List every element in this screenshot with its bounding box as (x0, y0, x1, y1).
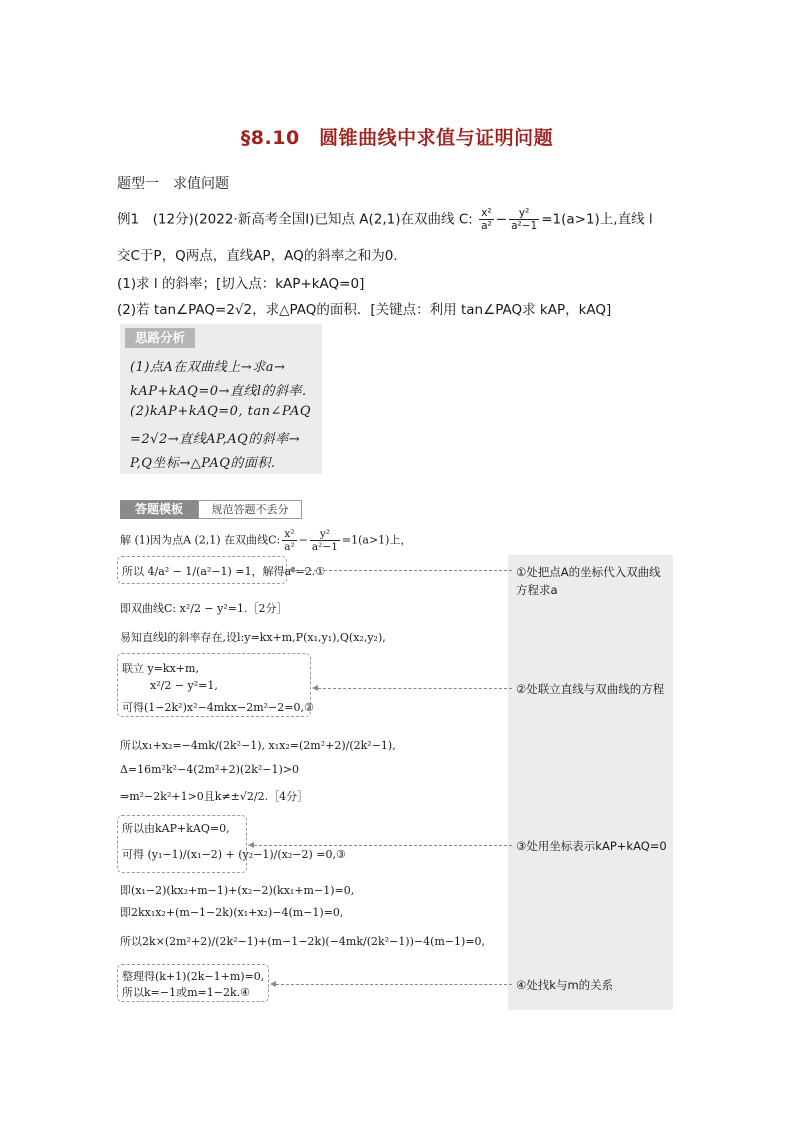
page-title: §8.10 圆锥曲线中求值与证明问题 (240, 127, 554, 149)
analysis-line: =2√2→直线AP,AQ的斜率→ (130, 432, 301, 447)
analysis-line: P,Q坐标→△PAQ的面积. (130, 456, 276, 471)
step-8-line-a: 所以由kAP+kAQ=0, (122, 822, 230, 835)
step-12-line-a: 整理得(k+1)(2k−1+m)=0, (122, 970, 265, 983)
step-8-line-b: 可得 (y₁−1)/(x₁−2) + (y₂−1)/(x₂−2) =0,③ (122, 848, 346, 861)
step-6-text: Δ=16m²k²−4(2m²+2)(2k²−1)>0 (120, 763, 300, 776)
step-2-text: 即双曲线C: x²/2 − y²=1.［2分］ (120, 602, 288, 615)
fraction-y2-a2m1: $\frac{\text{y²}}{\text{a²−1}}$ (311, 528, 338, 553)
example-suffix: =1(a>1)上,直线 l (541, 211, 653, 228)
step-7-text: ⇒m²−2k²+1>0且k≠±√2/2.［4分］ (120, 790, 309, 803)
question-1: (1)求 l 的斜率；[切入点：kAP+kAQ=0] (117, 276, 365, 292)
step-3-text: 易知直线l的斜率存在,设l:y=kx+m,P(x₁,y₁),Q(x₂,y₂), (120, 631, 386, 644)
arrow-4-head-icon (270, 981, 276, 987)
note-1: ①处把点A的坐标代入双曲线方程求a (516, 565, 661, 597)
notes-panel (508, 555, 673, 1010)
arrow-1-head-icon (288, 567, 294, 573)
fraction-y2-a2m1: $\frac{\text{y²}}{\text{a²−1}}$ (511, 207, 538, 232)
example-line-1: 例1 (12分)(2022·新高考全国Ⅰ)已知点 A(2,1)在双曲线 C: $\frac{\text{x²}}{\text{a²}}$ − $\frac{\text{y²}}{\text{a²−1}}$ =1(a>1)上,直线 l (117, 207, 653, 232)
template-tab-standard: 规范答题不丢分 (198, 500, 302, 519)
step-4-line-b: x²/2 − y²=1, (150, 679, 218, 692)
template-tab-answer: 答题模板 (120, 500, 198, 519)
note-2: ②处联立直线与双曲线的方程 (516, 682, 665, 696)
step-1-text: 所以 4/a² − 1/(a²−1) =1，解得a²=2.① (122, 565, 326, 578)
fraction-x2-a2: $\frac{\text{x²}}{\text{a²}}$ (284, 528, 295, 553)
step-12-line-b: 所以k=−1或m=1−2k.④ (122, 986, 250, 999)
step-9-text: 即(x₁−2)(kx₂+m−1)+(x₂−2)(kx₁+m−1)=0, (120, 884, 355, 897)
analysis-line: kAP+kAQ=0→直线l的斜率. (130, 384, 307, 399)
analysis-line: (2)kAP+kAQ=0, tan∠PAQ (130, 404, 312, 419)
arrow-3-head-icon (248, 842, 254, 848)
example-line-2: 交C于P，Q两点，直线AP，AQ的斜率之和为0. (117, 248, 398, 264)
section-heading: 题型一 求值问题 (117, 176, 229, 192)
note-4: ④处找k与m的关系 (516, 978, 614, 992)
analysis-header: 思路分析 (125, 328, 195, 348)
example-curve: C: (458, 211, 473, 228)
step-11-text: 所以2k×(2m²+2)/(2k²−1)+(m−1−2k)(−4mk/(2k²−1))−4(m−1)=0, (120, 935, 486, 948)
arrow-1 (294, 570, 512, 571)
arrow-2 (318, 688, 512, 689)
step-5-text: 所以x₁+x₂=−4mk/(2k²−1), x₁x₂=(2m²+2)/(2k²−1), (120, 739, 396, 752)
note-3: ③处用坐标表示kAP+kAQ=0 (516, 839, 667, 853)
step-4-line-c: 可得(1−2k²)x²−4mkx−2m²−2=0,② (122, 701, 314, 714)
example-point: A(2,1)在双曲线 (359, 211, 455, 228)
arrow-2-head-icon (312, 685, 318, 691)
example-prefix: 例1 (12分)(2022·新高考全国Ⅰ)已知点 (117, 211, 355, 228)
analysis-line: (1)点A在双曲线上→求a→ (130, 360, 286, 375)
arrow-3 (254, 845, 512, 846)
step-10-text: 即2kx₁x₂+(m−1−2k)(x₁+x₂)−4(m−1)=0, (120, 906, 344, 919)
fraction-x2-a2: $\frac{\text{x²}}{\text{a²}}$ (481, 207, 492, 232)
arrow-4 (276, 984, 512, 985)
solution-intro: 解 (1)因为点A (2,1) 在双曲线C: $\frac{\text{x²}}{\text{a²}}$ − $\frac{\text{y²}}{\text{a²−1}}$ =1(a>1)上， (120, 528, 412, 553)
question-2: (2)若 tan∠PAQ=2√2，求△PAQ的面积．[关键点：利用 tan∠PAQ求 kAP，kAQ] (117, 302, 612, 318)
step-4-line-a: 联立 y=kx+m, (122, 662, 199, 675)
